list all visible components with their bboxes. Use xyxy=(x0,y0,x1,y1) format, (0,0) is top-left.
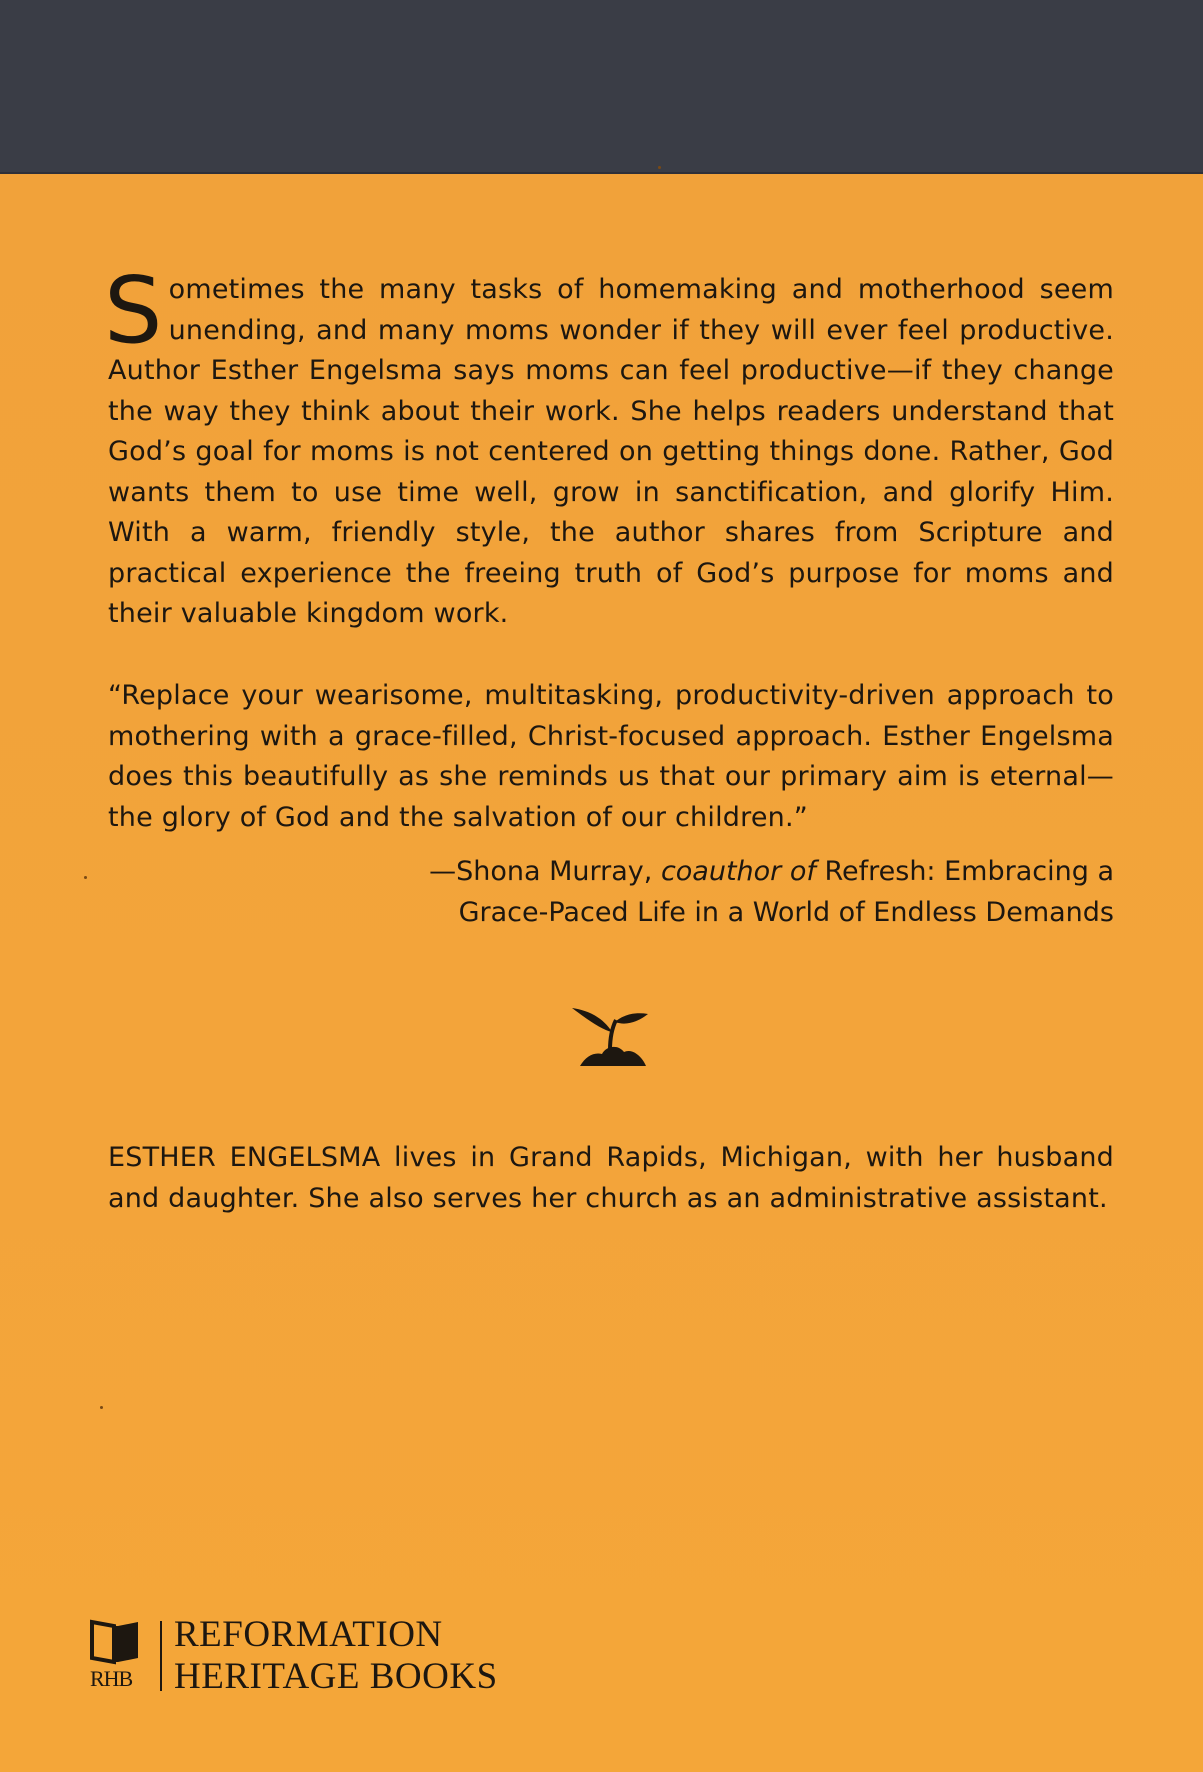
publisher-divider xyxy=(160,1621,162,1691)
description-text: ometimes the many tasks of homemaking and motherhood seem unending, and many moms wonder if they will ever feel productive. Author Esther Engelsma says moms can feel productive—if they change the way they think about their work. She helps readers understand that God’s goal for moms is not centered on getting things done. Rather, God wants them to use time well, grow in sanctification, and glorify Him. With a warm, friendly style, the author shares from Scripture and practical experience the freeing truth of God’s purpose for moms and their valuable kingdom work. xyxy=(108,274,1114,629)
seedling-icon xyxy=(572,1006,652,1068)
endorsement-attribution xyxy=(108,852,1114,933)
publisher-name-line2: HERITAGE BOOKS xyxy=(174,1656,498,1697)
print-speck xyxy=(84,876,87,879)
print-speck xyxy=(658,166,661,169)
publisher-name-line1: REFORMATION xyxy=(174,1614,443,1655)
publisher-logo-letters: RHB xyxy=(90,1666,133,1691)
print-speck xyxy=(100,1406,103,1409)
author-bio: ESTHER ENGELSMA lives in Grand Rapids, Michigan, with her husband and daughter. She also serves her church as an administrative assistant. xyxy=(108,1142,1114,1214)
book-description xyxy=(104,257,1114,635)
publisher-block xyxy=(88,1614,498,1698)
attribution-book: Refresh: Embracing a xyxy=(815,856,1114,887)
publisher-logo xyxy=(88,1614,144,1698)
attribution-book-subtitle: Grace-Paced Life in a World of Endless Demands xyxy=(458,896,1114,928)
endorsement-quote: “Replace your wearisome, multitasking, productivity-driven approach to mothering with a grace-filled, Christ-focused approach. Esther Engelsma does this beautifully as she reminds us that our primary aim is eternal—the glory of God and the salvation of our children.” xyxy=(108,680,1114,833)
attribution-role: coauthor of xyxy=(660,856,816,887)
publisher-name xyxy=(174,1614,498,1698)
book-icon xyxy=(88,1614,144,1666)
attribution-name: —Shona Murray, xyxy=(429,856,661,887)
drop-cap: S xyxy=(104,257,163,364)
top-color-band xyxy=(0,0,1203,174)
